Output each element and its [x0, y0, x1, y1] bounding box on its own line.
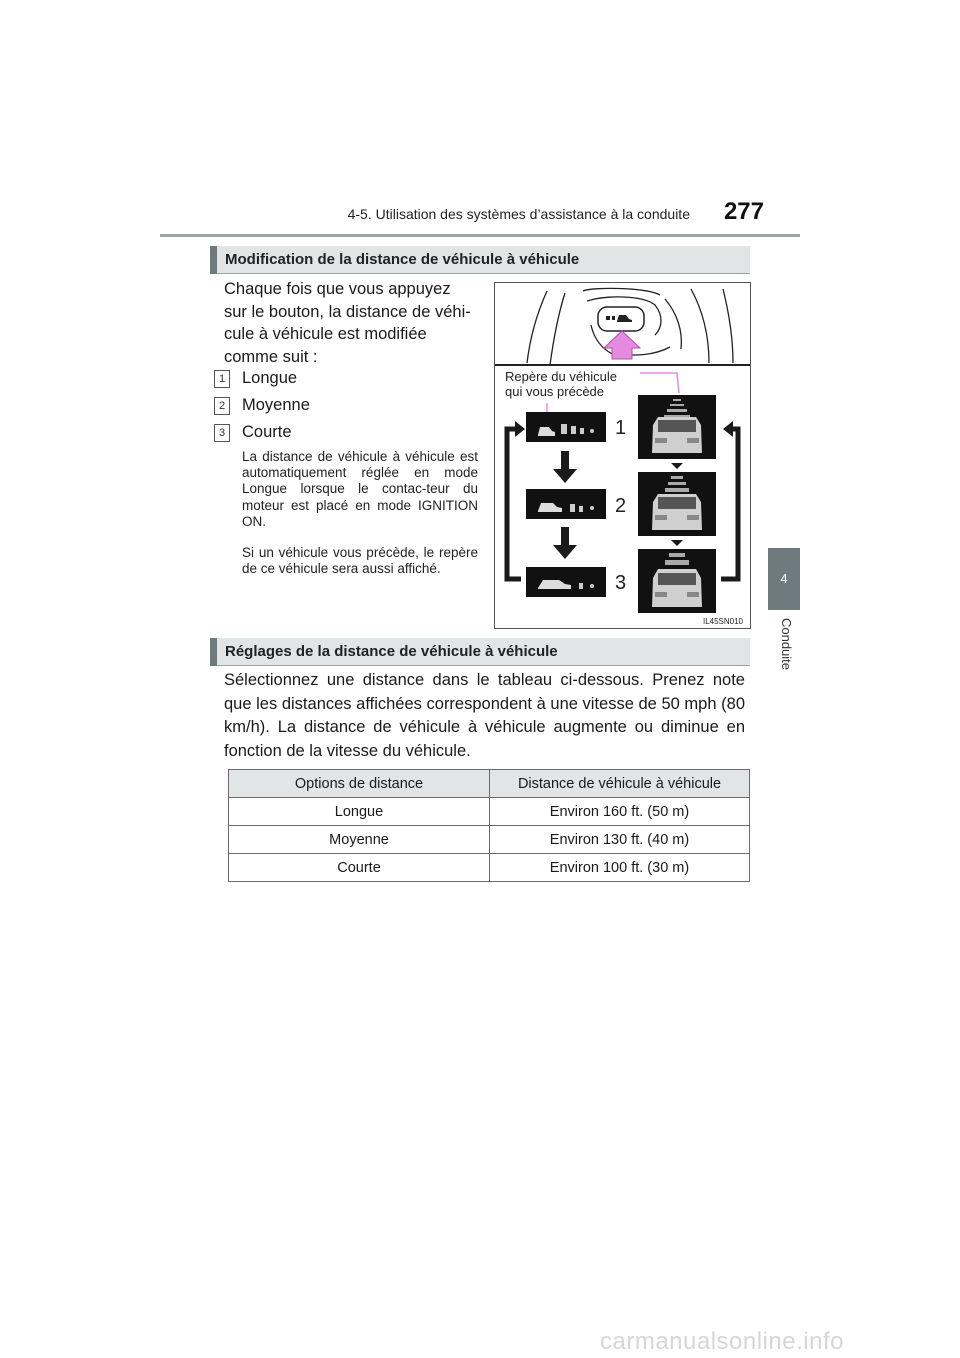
intro-line: Chaque fois que vous appuyez [224, 280, 451, 298]
chapter-label: Conduite [779, 617, 794, 671]
section-title: Réglages de la distance de véhicule à véhicule [225, 643, 558, 660]
section-header-settings [210, 638, 750, 666]
step-number-2: 2 [615, 495, 627, 517]
table-cell: Longue [229, 798, 490, 826]
intro-line: comme suit : [224, 347, 318, 366]
header-rule [160, 234, 800, 237]
vehicle-display-short [638, 549, 716, 613]
callout-leader-line [640, 373, 679, 393]
section-header-bar [210, 638, 217, 666]
table-cell: Environ 100 ft. (30 m) [490, 854, 750, 882]
option-label-courte: Courte [242, 423, 292, 441]
section-title: Modification de la distance de véhicule à véhicule [225, 251, 580, 268]
cycle-arrow-icon [515, 421, 525, 437]
display-panel-short [526, 567, 606, 597]
intro-line: sur le bouton, la distance de véhi- [224, 302, 471, 321]
small-down-arrow-icon [671, 463, 683, 469]
option-number-badge: 2 [214, 397, 230, 415]
callout-label-line1: Repère du véhicule [505, 369, 618, 384]
display-panel-long [526, 412, 606, 442]
table-header-cell: Distance de véhicule à véhicule [490, 770, 750, 798]
table-row [229, 798, 750, 826]
note-preceding-vehicle: Si un véhicule vous précède, le repère de ce véhicule sera aussi affiché. [242, 545, 478, 577]
option-label-moyenne: Moyenne [242, 396, 310, 414]
page-number: 277 [723, 198, 764, 225]
table-header-row [229, 770, 750, 798]
section-header-bar [210, 246, 217, 274]
small-down-arrow-icon [671, 540, 683, 546]
option-number-badge: 1 [214, 370, 230, 388]
display-panel-medium [526, 489, 606, 519]
table-row [229, 826, 750, 854]
cycle-arrow-icon [723, 421, 733, 437]
vehicle-display-medium [638, 472, 716, 536]
figure-code: IL45SN010 [702, 617, 743, 626]
settings-paragraph: Sélectionnez une distance dans le tableau ci-dessous. Prenez note que les distances affichées correspondent à une vitesse de 50 mph (80 km/h). La distance de véhicule à véhicule augmente ou diminue en fonction de la vitesse du véhicule. [224, 671, 745, 760]
distance-table [228, 769, 750, 882]
header-title: 4-5. Utilisation des systèmes d’assistance à la conduite [347, 206, 690, 222]
table-cell: Environ 160 ft. (50 m) [490, 798, 750, 826]
chapter-tab: 4 [768, 548, 800, 610]
distance-switch-figure [494, 282, 751, 629]
vehicle-display-long [638, 395, 716, 459]
option-number-badge: 3 [214, 424, 230, 442]
callout-label-line2: qui vous précède [505, 384, 605, 399]
cycle-bracket-left [507, 429, 521, 579]
cycle-bracket-right [721, 429, 738, 579]
step-number-3: 3 [615, 572, 627, 594]
intro-text [224, 278, 478, 368]
step-number-1: 1 [615, 417, 627, 439]
intro-line: cule à véhicule est modifiée [224, 325, 427, 343]
option-label-longue: Longue [242, 369, 298, 387]
watermark: carmanualsonline.info [600, 1328, 844, 1355]
table-cell: Courte [229, 854, 490, 882]
table-header-cell: Options de distance [229, 770, 490, 798]
note-auto-long-mode: La distance de véhicule à véhicule est automatiquement réglée en mode Longue lorsque le contac-teur du moteur est placé en mode IGNITION ON. [242, 449, 478, 529]
section-header-modification [210, 246, 750, 274]
table-cell: Environ 130 ft. (40 m) [490, 826, 750, 854]
table-cell: Moyenne [229, 826, 490, 854]
table-row [229, 854, 750, 882]
figure-illustration [495, 283, 750, 628]
